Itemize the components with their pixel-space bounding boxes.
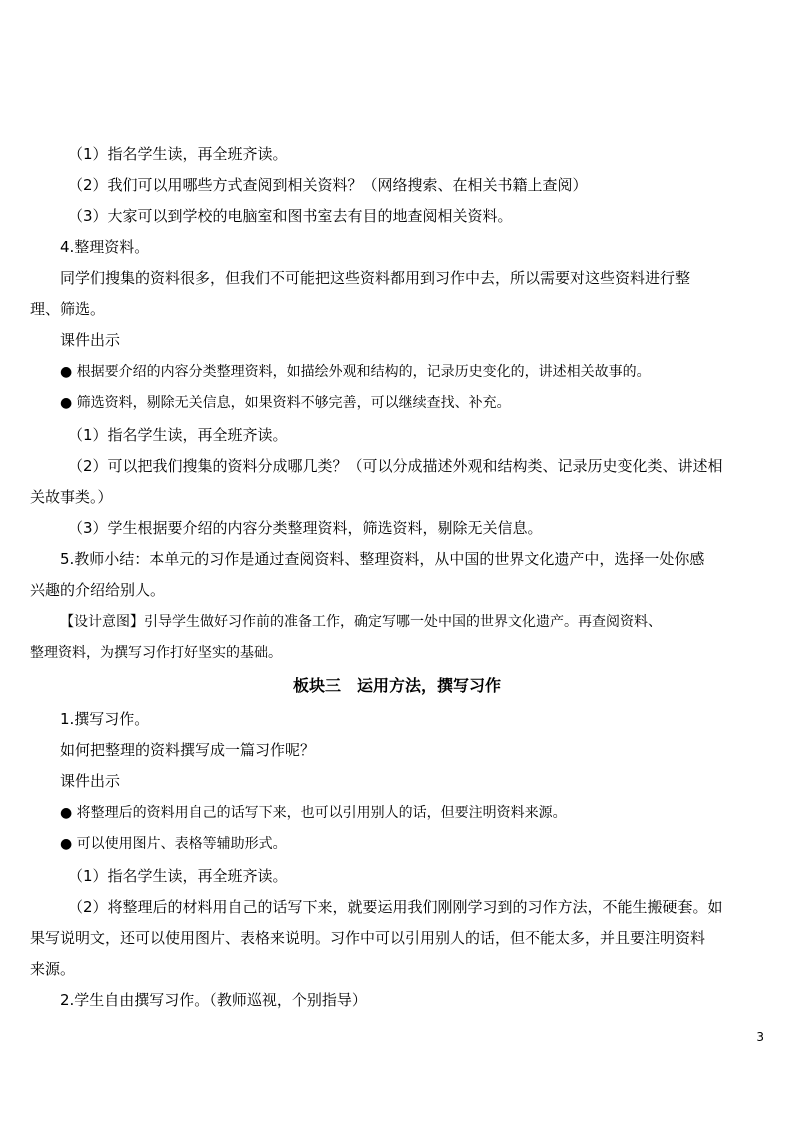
text-line: （1）指名学生读，再全班齐读。 bbox=[68, 145, 288, 163]
text-line: 1.撰写习作。 bbox=[60, 710, 150, 728]
text-line: 理、筛选。 bbox=[30, 300, 106, 318]
text-line: 同学们搜集的资料很多，但我们不可能把这些资料都用到习作中去，所以需要对这些资料进行整 bbox=[60, 269, 691, 287]
text-line: 课件出示 bbox=[60, 772, 121, 790]
text-line: 课件出示 bbox=[60, 331, 121, 349]
page-number: 3 bbox=[756, 1030, 764, 1044]
design-intent: 整理资料，为撰写习作打好坚实的基础。 bbox=[30, 645, 282, 661]
text-line: （2）可以把我们搜集的资料分成哪几类？（可以分成描述外观和结构类、记录历史变化类、讲述相 bbox=[68, 457, 723, 475]
text-line: （2）我们可以用哪些方式查阅到相关资料？（网络搜索、在相关书籍上查阅） bbox=[68, 176, 588, 194]
text-line: （1）指名学生读，再全班齐读。 bbox=[68, 867, 288, 885]
text-line: 兴趣的介绍给别人。 bbox=[30, 581, 166, 599]
text-line: （3）学生根据要介绍的内容分类整理资料，筛选资料，剔除无关信息。 bbox=[68, 519, 543, 537]
text-line: （1）指名学生读，再全班齐读。 bbox=[68, 426, 288, 444]
text-line: 5.教师小结：本单元的习作是通过查阅资料、整理资料，从中国的世界文化遗产中，选择一处你感 bbox=[60, 550, 705, 568]
text-line: 4.整理资料。 bbox=[60, 238, 150, 256]
design-intent: 【设计意图】引导学生做好习作前的准备工作，确定写哪一处中国的世界文化遗产。再查阅资料、 bbox=[60, 614, 662, 630]
text-line: 2.学生自由撰写习作。（教师巡视，个别指导） bbox=[60, 991, 367, 1009]
bullet-item: ● 筛选资料，剔除无关信息，如果资料不够完善，可以继续查找、补充。 bbox=[60, 395, 511, 411]
section-heading: 板块三 运用方法，撰写习作 bbox=[292, 676, 501, 695]
text-line: （2）将整理后的材料用自己的话写下来，就要运用我们刚刚学习到的习作方法，不能生搬硬套。如 bbox=[68, 898, 723, 916]
bullet-item: ● 将整理后的资料用自己的话写下来，也可以引用别人的话，但要注明资料来源。 bbox=[60, 805, 567, 821]
text-line: 如何把整理的资料撰写成一篇习作呢？ bbox=[60, 741, 316, 759]
text-line: 来源。 bbox=[30, 960, 76, 978]
text-line: 果写说明文，还可以使用图片、表格来说明。习作中可以引用别人的话，但不能太多，并且要注明资料 bbox=[30, 929, 706, 947]
text-line: （3）大家可以到学校的电脑室和图书室去有目的地查阅相关资料。 bbox=[68, 207, 513, 225]
bullet-item: ● 可以使用图片、表格等辅助形式。 bbox=[60, 836, 287, 852]
bullet-item: ● 根据要介绍的内容分类整理资料，如描绘外观和结构的，记录历史变化的，讲述相关故事的。 bbox=[60, 364, 651, 380]
text-line: 关故事类。） bbox=[30, 488, 113, 506]
